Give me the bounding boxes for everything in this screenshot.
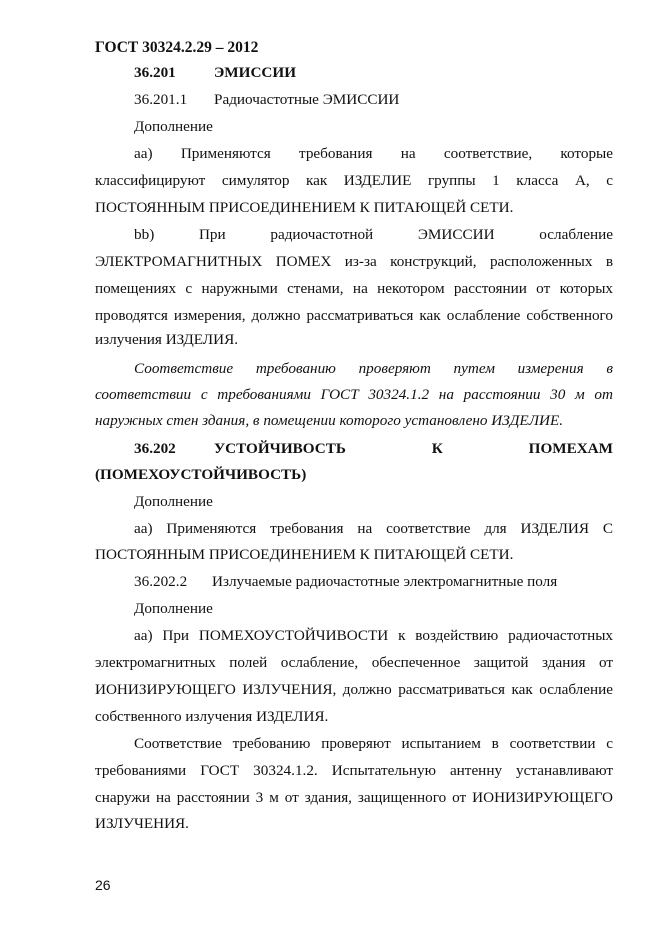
- subsection-heading-36-201-1: [134, 91, 613, 109]
- paragraph-line: аа) При ПОМЕХОУСТОЙЧИВОСТИ к воздействию радиочастотных: [134, 627, 613, 644]
- paragraph-line: излучения ИЗДЕЛИЯ.: [95, 331, 238, 348]
- section-number: 36.202: [134, 440, 176, 457]
- subsection-number: 36.201.1: [134, 91, 188, 108]
- addition-label: Дополнение: [134, 118, 213, 135]
- paragraph-line: ПОСТОЯННЫМ ПРИСОЕДИНЕНИЕМ К ПИТАЮЩЕЙ СЕТИ.: [95, 546, 514, 563]
- paragraph-line: проводятся измерения, должно рассматриваться как ослабление собственного: [95, 307, 613, 324]
- subsection-number: 36.202.2: [134, 573, 188, 590]
- compliance-line: ИЗЛУЧЕНИЯ.: [95, 815, 189, 832]
- section-title-continuation: (ПОМЕХОУСТОЙЧИВОСТЬ): [95, 466, 307, 483]
- paragraph-line: помещениях с наружными стенами, на некотором расстоянии от которых: [95, 280, 613, 297]
- compliance-line: требованиями ГОСТ 30324.1.2. Испытательную антенну устанавливают: [95, 762, 613, 779]
- addition-label: Дополнение: [134, 493, 213, 510]
- section-heading-36-202: [134, 440, 613, 458]
- compliance-line: Соответствие требованию проверяют путем измерения в: [134, 360, 613, 377]
- paragraph-line: ИОНИЗИРУЮЩЕГО ИЗЛУЧЕНИЯ, должно рассматриваться как ослабление: [95, 681, 613, 698]
- compliance-line: наружных стен здания, в помещении которого установлено ИЗДЕЛИЕ.: [95, 412, 564, 429]
- compliance-line: Соответствие требованию проверяют испытанием в соответствии с: [134, 735, 613, 752]
- paragraph-line: ЭЛЕКТРОМАГНИТНЫХ ПОМЕХ из-за конструкций, расположенных в: [95, 253, 613, 270]
- section-heading-36-201: [134, 64, 613, 82]
- section-number: 36.201: [134, 64, 176, 81]
- section-title: ЭМИССИИ: [214, 64, 297, 81]
- subsection-title: Излучаемые радиочастотные электромагнитные поля: [212, 573, 558, 590]
- paragraph-line: аа) Применяются требования на соответствие, которые: [134, 145, 613, 162]
- compliance-line: соответствии с требованиями ГОСТ 30324.1.2 на расстоянии 30 м от: [95, 386, 613, 403]
- paragraph-line: электромагнитных полей ослабление, обеспеченное защитой здания от: [95, 654, 613, 671]
- addition-label: Дополнение: [134, 600, 213, 617]
- paragraph-line: аа) Применяются требования на соответствие для ИЗДЕЛИЯ С: [134, 520, 613, 537]
- subsection-title: Радиочастотные ЭМИССИИ: [214, 91, 400, 108]
- page-number: 26: [95, 877, 111, 893]
- compliance-line: снаружи на расстоянии 3 м от здания, защищенного от ИОНИЗИРУЮЩЕГО: [95, 789, 613, 806]
- paragraph-line: ПОСТОЯННЫМ ПРИСОЕДИНЕНИЕМ К ПИТАЮЩЕЙ СЕТИ.: [95, 199, 514, 216]
- paragraph-line: собственного излучения ИЗДЕЛИЯ.: [95, 708, 329, 725]
- paragraph-line: классифицируют симулятор как ИЗДЕЛИЕ группы 1 класса А, с: [95, 172, 613, 189]
- section-title: УСТОЙЧИВОСТЬ К ПОМЕХАМ: [214, 440, 613, 457]
- paragraph-line: bb) При радиочастотной ЭМИССИИ ослабление: [134, 226, 613, 243]
- document-header: ГОСТ 30324.2.29 – 2012: [95, 39, 259, 56]
- subsection-heading-36-202-2: [134, 573, 613, 591]
